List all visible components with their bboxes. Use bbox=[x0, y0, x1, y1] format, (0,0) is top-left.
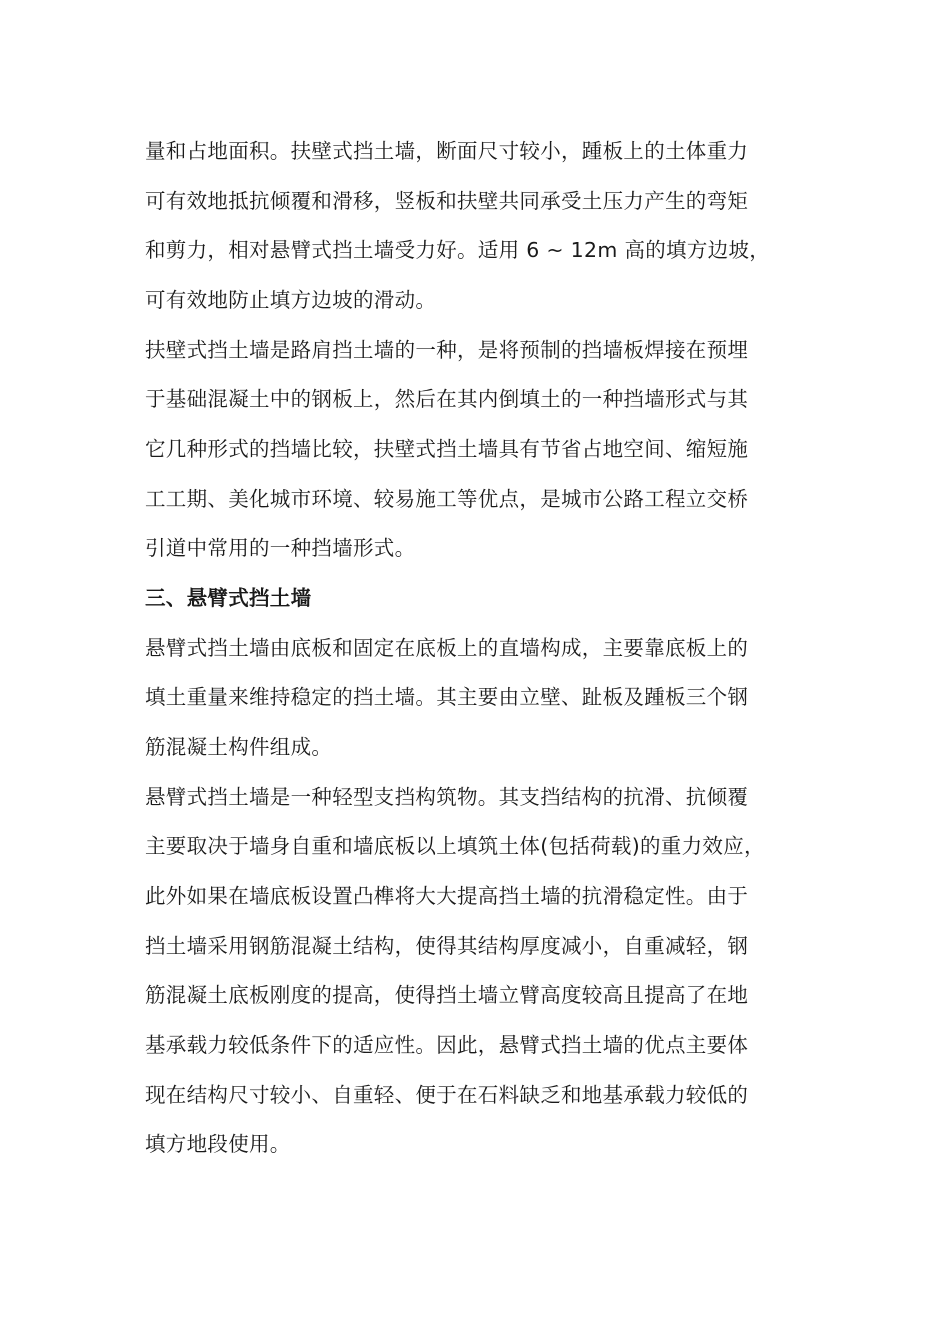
text-line: 引道中常用的一种挡墙形式。 bbox=[145, 536, 416, 560]
text-line: 填土重量来维持稳定的挡土墙。其主要由立壁、趾板及踵板三个钢 bbox=[145, 685, 749, 709]
text-line: 主要取决于墙身自重和墙底板以上填筑土体(包括荷载)的重力效应， bbox=[145, 834, 765, 858]
text-line: 基承载力较低条件下的适应性。因此，悬臂式挡土墙的优点主要体 bbox=[145, 1033, 749, 1057]
section-heading: 三、悬臂式挡土墙 bbox=[145, 586, 312, 610]
text-line: 此外如果在墙底板设置凸榫将大大提高挡土墙的抗滑稳定性。由于 bbox=[145, 884, 749, 908]
text-line: 和剪力，相对悬臂式挡土墙受力好。适用 6 ~ 12m 高的填方边坡， bbox=[145, 238, 771, 262]
text-line: 现在结构尺寸较小、自重轻、便于在石料缺乏和地基承载力较低的 bbox=[145, 1083, 749, 1107]
text-line: 悬臂式挡土墙是一种轻型支挡构筑物。其支挡结构的抗滑、抗倾覆 bbox=[145, 785, 749, 809]
text-line: 扶壁式挡土墙是路肩挡土墙的一种，是将预制的挡墙板焊接在预埋 bbox=[145, 338, 749, 362]
text-line: 填方地段使用。 bbox=[145, 1132, 291, 1156]
text-line: 可有效地抵抗倾覆和滑移，竖板和扶壁共同承受土压力产生的弯矩 bbox=[145, 189, 749, 213]
text-line: 挡土墙采用钢筋混凝土结构，使得其结构厚度减小，自重减轻，钢 bbox=[145, 934, 749, 958]
text-line: 可有效地防止填方边坡的滑动。 bbox=[145, 288, 437, 312]
text-line: 工工期、美化城市环境、较易施工等优点，是城市公路工程立交桥 bbox=[145, 487, 749, 511]
text-line: 筋混凝土构件组成。 bbox=[145, 735, 333, 759]
text-line: 量和占地面积。扶壁式挡土墙，断面尺寸较小，踵板上的土体重力 bbox=[145, 139, 749, 163]
text-line: 于基础混凝土中的钢板上，然后在其内倒填土的一种挡墙形式与其 bbox=[145, 387, 749, 411]
text-line: 悬臂式挡土墙由底板和固定在底板上的直墙构成，主要靠底板上的 bbox=[145, 636, 749, 660]
text-line: 它几种形式的挡墙比较，扶壁式挡土墙具有节省占地空间、缩短施 bbox=[145, 437, 749, 461]
text-line: 筋混凝土底板刚度的提高，使得挡土墙立臂高度较高且提高了在地 bbox=[145, 983, 749, 1007]
